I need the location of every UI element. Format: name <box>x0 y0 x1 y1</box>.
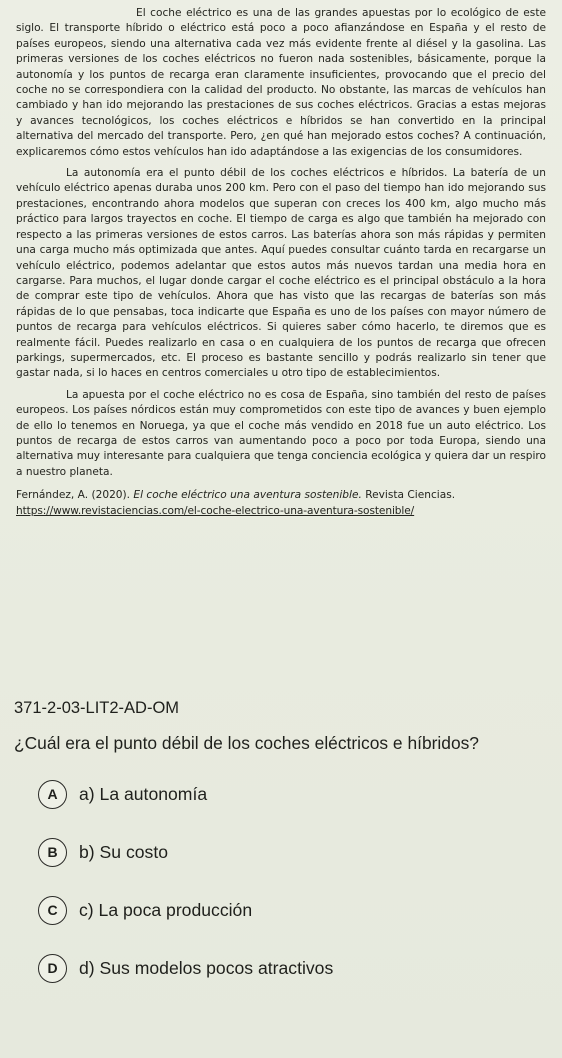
option-b-letter[interactable]: B <box>38 838 67 867</box>
citation-author: Fernández, A. (2020). <box>16 489 134 502</box>
option-b-label[interactable]: b) Su costo <box>79 841 168 862</box>
option-a-letter[interactable]: A <box>38 780 67 809</box>
question-block <box>14 697 554 1009</box>
question-text: ¿Cuál era el punto débil de los coches eléctricos e híbridos? <box>14 733 479 753</box>
question-code: 371-2-03-LIT2-AD-OM <box>14 699 180 717</box>
answer-options <box>14 777 554 985</box>
option-d[interactable] <box>38 951 554 985</box>
citation-link[interactable]: https://www.revistaciencias.com/el-coche-electrico-una-aventura-sostenible/ <box>16 504 415 517</box>
passage-paragraph-3: La apuesta por el coche eléctrico no es cosa de España, sino también del resto de países europeos. Los países nórdicos están muy comprometidos con este tipo de avances y buen ejemplo de ello lo tenemos en Noruega, ya que el coche más vendido en 2018 fue un auto eléctrico. Los puntos de recarga de estos carros van aumentando poco a poco por toda Europa, siendo una alternativa muy interesante para cualquiera que tenga conciencia ecológica y quiera dar un respiro a nuestro planeta. <box>16 388 546 478</box>
citation-journal: Revista Ciencias. <box>361 489 456 502</box>
option-c-label[interactable]: c) La poca producción <box>79 899 253 920</box>
option-a[interactable] <box>38 777 554 811</box>
passage-paragraph-1: El coche eléctrico es una de las grandes apuestas por lo ecológico de este siglo. El transporte híbrido o eléctrico está poco a poco afianzándose en España y el resto de países europeos, siendo una alternativa cada vez más evidente frente al diésel y la gasolina. Las primeras versiones de los coches eléctricos no fueron nada sostenibles, básicamente, porque la autonomía y los puntos de recarga eran claramente insuficientes, provocando que el precio del coche no se correspondiera con la calidad del producto. No obstante, las marcas de vehículos han cambiado y han ido mejorando las prestaciones de sus coches eléctricos. Gracias a estas mejoras y avances tecnológicos, los coches eléctricos e híbridos se han convertido en la principal alternativa del mercado del transporte. Pero, ¿en qué han mejorado estos coches? A continuación, explicaremos cómo estos vehículos han ido adaptándose a las exigencias de los consumidores. <box>16 7 546 158</box>
option-c[interactable] <box>38 893 554 927</box>
source-citation <box>16 488 546 519</box>
citation-title: El coche eléctrico una aventura sostenible. <box>133 489 362 502</box>
passage-paragraph-2: La autonomía era el punto débil de los coches eléctricos e híbridos. La batería de un vehículo eléctrico apenas duraba unos 200 km. Pero con el paso del tiempo han ido mejorando sus prestaciones, encontrando ahora modelos que superan con creces los 400 km, algo mucho más práctico para largos trayectos en coche. El tiempo de carga es algo que también ha mejorado con respecto a las primeras versiones de estos carros. Las baterías ahora son más rápidas y permiten una carga mucho más optimizada que antes. Aquí puedes consultar cuánto tarda en recargarse un vehículo eléctrico, podemos adelantar que estos autos más nuevos tardan una media hora en cargarse. Para muchos, el lugar donde cargar el coche eléctrico es el principal obstáculo a la hora de comprar este tipo de vehículos. Ahora que has visto que las recargas de baterías son más rápidas de lo que pensabas, toca indicarte que España es uno de los países con mayor número de puntos de recarga para vehículos eléctricos. Si quieres saber cómo hacerlo, te diremos que es realmente fácil. Puedes realizarlo en casa o en cualquiera de los puntos de recarga que ofrecen parkings, supermercados, etc. El proceso es bastante sencillo y podrás realizarlo sin tener que gastar nada, si lo haces en centros comerciales u otro tipo de establecimientos. <box>16 167 546 380</box>
option-d-letter[interactable]: D <box>38 954 67 983</box>
option-a-label[interactable]: a) La autonomía <box>79 783 208 804</box>
option-d-label[interactable]: d) Sus modelos pocos atractivos <box>79 957 334 978</box>
reading-passage <box>16 6 546 519</box>
option-c-letter[interactable]: C <box>38 896 67 925</box>
option-b[interactable] <box>38 835 554 869</box>
